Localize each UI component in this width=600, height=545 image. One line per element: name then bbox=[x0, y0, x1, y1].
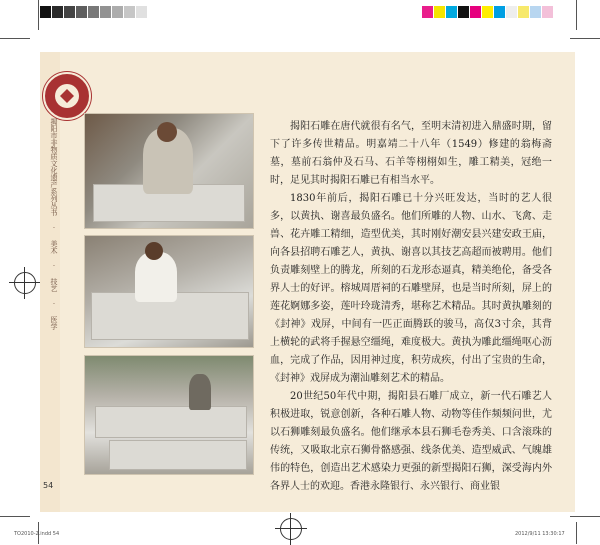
gray-swatch bbox=[88, 6, 99, 18]
series-title-vertical: 揭阳市非物质文化遗产系列丛书 · 美术 · 技艺 · 医学 bbox=[50, 118, 58, 330]
crop-mark-top-right-v bbox=[576, 0, 577, 30]
crop-mark-top-right-h bbox=[570, 38, 600, 39]
carver-at-work-photo-1 bbox=[84, 113, 254, 229]
color-swatch bbox=[470, 6, 481, 18]
crop-mark-bottom-right-h bbox=[570, 516, 600, 517]
color-swatch bbox=[446, 6, 457, 18]
color-swatch bbox=[422, 6, 433, 18]
color-swatch bbox=[542, 6, 553, 18]
gray-swatch bbox=[112, 6, 123, 18]
color-swatch bbox=[434, 6, 445, 18]
carving-workshop-photo-3 bbox=[84, 355, 254, 475]
print-slug-date: 2012/9/11 13:30:17 bbox=[515, 531, 565, 537]
color-swatch bbox=[530, 6, 541, 18]
paragraph-1: 揭阳石雕在唐代就很有名气，至明末清初进入鼎盛时期，留下了许多传世精品。明嘉靖二十八年（1549）修建的翁梅斋墓，墓前石翁仲及石马、石羊等栩栩如生，雕工精美，冠绝一时，足见其时揭阳石雕已有相当水平。 bbox=[270, 121, 552, 186]
gray-swatch bbox=[64, 6, 75, 18]
color-swatch bbox=[482, 6, 493, 18]
gray-swatch bbox=[100, 6, 111, 18]
article-body bbox=[270, 118, 552, 496]
gray-swatch bbox=[124, 6, 135, 18]
gray-swatch bbox=[136, 6, 147, 18]
color-swatch bbox=[518, 6, 529, 18]
paragraph-2: 1830年前后，揭阳石雕已十分兴旺发达，当时的艺人很多，以黄执、谢喜最负盛名。他们所雕的人物、山水、飞禽、走兽、花卉雕工精细，造型优美，其时刚好潮安县兴建安政王庙，向各县招聘石雕艺人，黄执、谢喜以其技艺高超而被聘用。他们负责雕刻壁上的腾龙，所刻的石龙形态逼真，精美绝伦，备受各界人士的好评。榕城周厝祠的石雕壁屏，也是当时所刻，屏上的莲花婀娜多姿，莲叶玲珑清秀，堪称艺术精品。其时黄执雕刻的《封神》戏屏，中间有一匹正面腾跃的骏马，高仅3寸余，其背上横轮的武将手握悬空缰绳，难度极大。黄执为雕此缰绳呕心沥血，完成了作品，因用神过度，积劳成疾，付出了宝贵的生命，《封神》戏屏成为潮汕雕刻艺术的精品。 bbox=[270, 193, 552, 384]
crop-mark-bottom-right-v bbox=[576, 522, 577, 544]
color-swatch bbox=[506, 6, 517, 18]
gray-swatch bbox=[52, 6, 63, 18]
registration-mark-left bbox=[14, 272, 36, 294]
color-swatch bbox=[458, 6, 469, 18]
carver-at-work-photo-2 bbox=[84, 235, 254, 348]
crop-mark-top-left-h bbox=[0, 38, 30, 39]
registration-mark-bottom bbox=[280, 518, 302, 540]
print-slug-file: TO2010-2.indd 54 bbox=[14, 531, 60, 537]
color-swatch bbox=[494, 6, 505, 18]
paragraph-3: 20世纪50年代中期，揭阳县石雕厂成立，新一代石雕艺人积极进取，锐意创新，各种石雕人物、动物等佳作频频问世，尤以石狮雕刻最负盛名。他们继承本县石狮毛卷秀美、口含滚珠的传统，又吸取北京石狮骨骼感强、线条优美、造型威武、气魄雄伟的特色，创造出艺术感染力更强的新型揭阳石狮，深受海内外各界人士的欢迎。香港永隆银行、永兴银行、商业银 bbox=[270, 391, 552, 492]
gray-swatch bbox=[40, 6, 51, 18]
page-number: 54 bbox=[43, 481, 54, 490]
gray-swatch bbox=[76, 6, 87, 18]
crop-mark-bottom-left-h bbox=[0, 516, 30, 517]
crop-mark-top-left-v bbox=[38, 0, 39, 30]
